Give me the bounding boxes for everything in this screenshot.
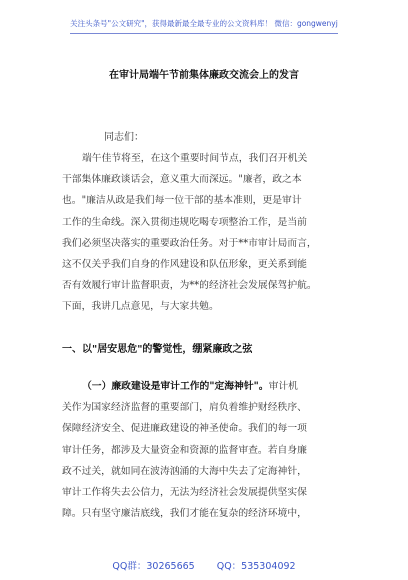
text-line: 障。只有坚守廉洁底线，我们才能在复杂的经济环境中， bbox=[62, 508, 307, 520]
text-fragment: 审计机 bbox=[268, 381, 298, 392]
intro-paragraph bbox=[62, 148, 352, 318]
text-line: 否有效履行审计监督职责，为**的经济社会发展保驾护航。 bbox=[62, 280, 317, 292]
subsection-heading: （一）廉政建设是审计工作的"定海神针"。 bbox=[82, 381, 269, 392]
section-heading: 一、以"居安思危"的警觉性，绷紧廉政之弦 bbox=[62, 344, 253, 355]
text-line: 我们必须坚决落实的重要政治任务。对于**市审计局而言， bbox=[62, 237, 317, 249]
qq-number: QQ：535304092 bbox=[216, 561, 296, 572]
text-line: 审计工作将失去公信力，无法为经济社会发展提供坚实保 bbox=[62, 486, 307, 498]
text-line: 工作的生命线。深入贯彻违规吃喝专项整治工作，是当前 bbox=[62, 216, 307, 228]
text-line: 关作为国家经济监督的重要部门，肩负着维护财经秩序、 bbox=[62, 402, 307, 414]
text-line: 干部集体廉政谈话会，意义重大而深远。"廉者，政之本 bbox=[62, 174, 302, 186]
text-line: 这不仅关乎我们自身的作风建设和队伍形象，更关系到能 bbox=[62, 258, 307, 270]
text-line: 下面，我讲几点意见，与大家共勉。 bbox=[62, 301, 219, 313]
text-line bbox=[62, 376, 352, 397]
text-line: 政不过关，就如同在波涛汹涌的大海中失去了定海神针， bbox=[62, 465, 307, 477]
document-title: 在审计局端午节前集体廉政交流会上的发言 bbox=[109, 70, 299, 81]
text-line: 也。"廉洁从政是我们每一位干部的基本准则，更是审计 bbox=[62, 195, 302, 207]
page-footer bbox=[0, 558, 408, 572]
qq-group-number: QQ群：30265665 bbox=[112, 561, 195, 572]
header-notice: 关注头条号"公文研究"，获得最新最全最专业的公文资料库！ 微信：gongwenyj bbox=[70, 19, 338, 28]
salutation: 同志们： bbox=[104, 132, 144, 143]
text-line: 端午佳节将至，在这个重要时间节点，我们召开机关 bbox=[82, 153, 308, 164]
text-line: 保障经济安全、促进廉政建设的神圣使命。我们的每一项 bbox=[62, 423, 307, 435]
subsection-paragraph bbox=[62, 376, 352, 524]
header-divider bbox=[70, 33, 338, 34]
text-line: 审计任务，都涉及大量资金和资源的监督审查。若自身廉 bbox=[62, 444, 307, 456]
page-header bbox=[0, 0, 408, 30]
